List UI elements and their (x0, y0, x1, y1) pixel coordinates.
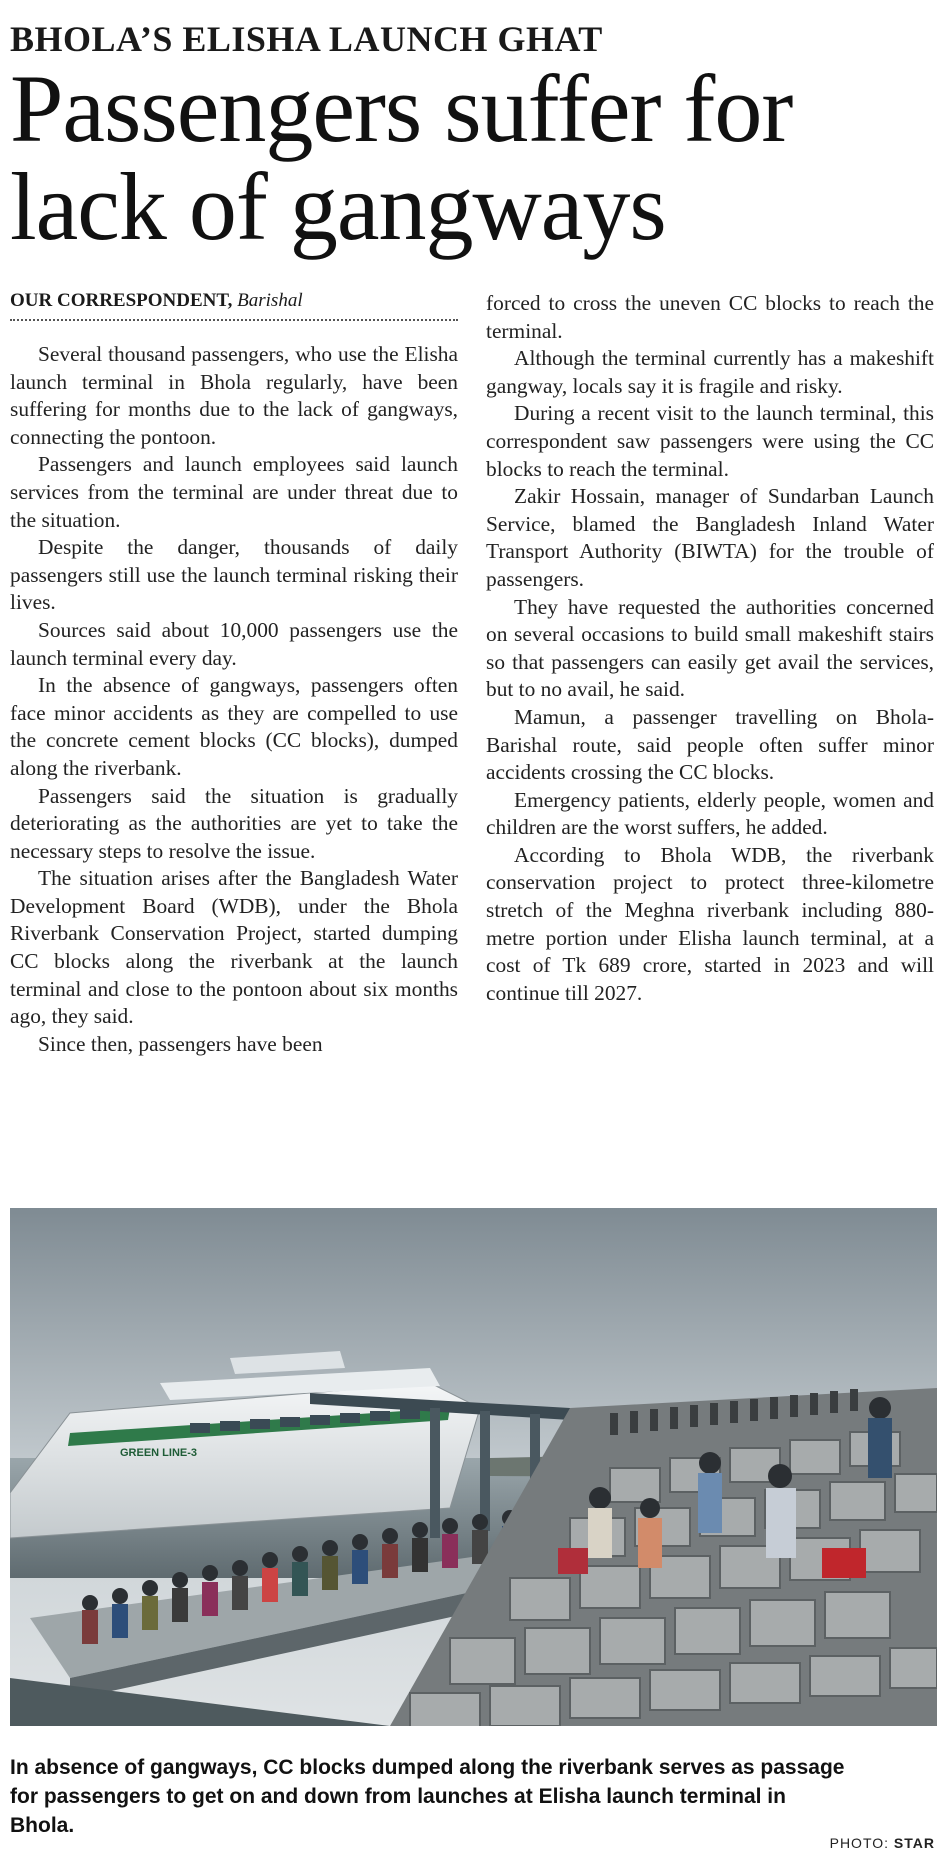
photo-caption: In absence of gangways, CC blocks dumped along the riverbank serves as passage for passengers to get on and down from launches at Elisha launch terminal in Bhola. (10, 1756, 845, 1837)
paragraph: Zakir Hossain, manager of Sundarban Launch Service, blamed the Bangladesh Inland Water Transport Authority (BIWTA) for the trouble of passengers. (486, 484, 934, 591)
vessel-name: GREEN LINE-3 (120, 1447, 198, 1459)
photo-credit-label: PHOTO: (829, 1835, 890, 1851)
paragraph: Sources said about 10,000 passengers use the launch terminal every day. (10, 617, 458, 670)
paragraph: Emergency patients, elderly people, women and children are the worst suffers, he added. (486, 787, 934, 840)
paragraph: In the absence of gangways, passengers often face minor accidents as they are compelled to use the concrete cement blocks (CC blocks), dumped along the riverbank. (10, 673, 458, 780)
paragraph: According to Bhola WDB, the riverbank conservation project to protect three-kilometre stretch of the Meghna riverbank including 880-metre portion under Elisha launch terminal, at a cost of Tk 689 crore, started in 2023 and will continue till 2027. (486, 842, 934, 1005)
paragraph: Passengers said the situation is gradually deteriorating as the authorities are yet to take the necessary steps to resolve the issue. (10, 783, 458, 863)
byline-name: OUR CORRESPONDENT, (10, 290, 233, 311)
paragraph: The situation arises after the Bangladesh Water Development Board (WDB), under the Bhola Riverbank Conservation Project, started dumping CC blocks along the riverbank at the launch terminal and close to the pontoon about six months ago, they said. (10, 866, 458, 1029)
paragraph: Although the terminal currently has a makeshift gangway, locals say it is fragile and risky. (486, 346, 934, 398)
paragraph: forced to cross the uneven CC blocks to reach the terminal. (486, 291, 934, 343)
photo-credit (830, 1835, 935, 1851)
photo-credit-org: STAR (893, 1835, 935, 1851)
paragraph: Passengers and launch employees said launch services from the terminal are under threat due to the situation. (10, 452, 458, 532)
byline (10, 290, 458, 321)
headline: Passengers suffer for lack of gangways (10, 55, 793, 260)
kicker: BHOLA’S ELISHA LAUNCH GHAT (10, 19, 603, 59)
paragraph: During a recent visit to the launch terminal, this correspondent saw passengers were using the CC blocks to reach the terminal. (486, 401, 934, 481)
paragraph: They have requested the authorities concerned on several occasions to build small makeshift stairs so that passengers can easily get avail the services, but to no avail, he said. (486, 594, 934, 702)
byline-location: Barishal (237, 290, 303, 311)
paragraph: Several thousand passengers, who use the Elisha launch terminal in Bhola regularly, have been suffering for months due to the lack of gangways, connecting the pontoon. (10, 342, 458, 449)
paragraph: Despite the danger, thousands of daily passengers still use the launch terminal risking their lives. (10, 535, 458, 615)
article-column-2 (486, 290, 934, 1007)
news-photo (10, 1208, 937, 1726)
article-column-1 (10, 341, 458, 1058)
paragraph: Since then, passengers have been (38, 1031, 323, 1056)
paragraph: Mamun, a passenger travelling on Bhola-Barishal route, said people often suffer minor accidents crossing the CC blocks. (486, 704, 934, 785)
